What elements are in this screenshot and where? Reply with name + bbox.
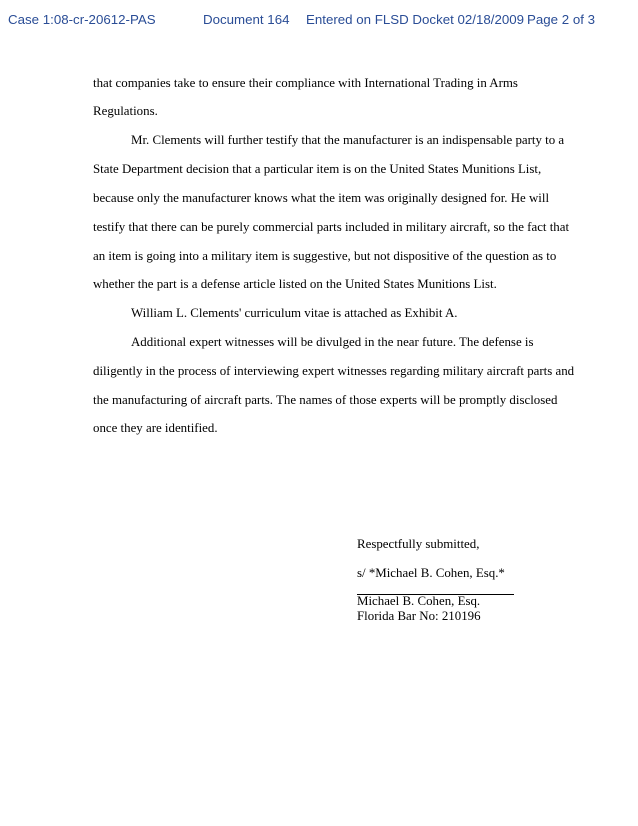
body-line: an item is going into a military item is suggestive, but not dispositive of the question as to [93, 249, 557, 263]
signature-name: Michael B. Cohen, Esq. [357, 594, 481, 608]
body-line: because only the manufacturer knows what the item was originally designed for. He will [93, 191, 550, 205]
signature-esign: s/ *Michael B. Cohen, Esq.* [357, 566, 505, 580]
body-line: whether the part is a defense article listed on the United States Munitions List. [93, 277, 497, 291]
page-number: Page 2 of 3 [527, 12, 596, 27]
body-line: Additional expert witnesses will be divulged in the near future. The defense is [131, 335, 534, 349]
document-number: Document 164 [203, 12, 290, 27]
signature-closing: Respectfully submitted, [357, 537, 480, 551]
body-line: the manufacturing of aircraft parts. The names of those experts will be promptly disclosed [93, 393, 558, 407]
body-line: testify that there can be purely commercial parts included in military aircraft, so the fact that [93, 220, 570, 234]
signature-bar-number: Florida Bar No: 210196 [357, 609, 481, 623]
body-line: diligently in the process of interviewing expert witnesses regarding military aircraft parts and [93, 364, 575, 378]
body-line: Mr. Clements will further testify that the manufacturer is an indispensable party to a [131, 133, 565, 147]
docket-entry: Entered on FLSD Docket 02/18/2009 [306, 12, 525, 27]
body-line: State Department decision that a particular item is on the United States Munitions List, [93, 162, 542, 176]
body-line: once they are identified. [93, 421, 218, 435]
body-line: Regulations. [93, 104, 158, 118]
body-line: that companies take to ensure their compliance with International Trading in Arms [93, 76, 518, 90]
case-number: Case 1:08-cr-20612-PAS [8, 12, 156, 27]
body-line: William L. Clements' curriculum vitae is attached as Exhibit A. [131, 306, 458, 320]
